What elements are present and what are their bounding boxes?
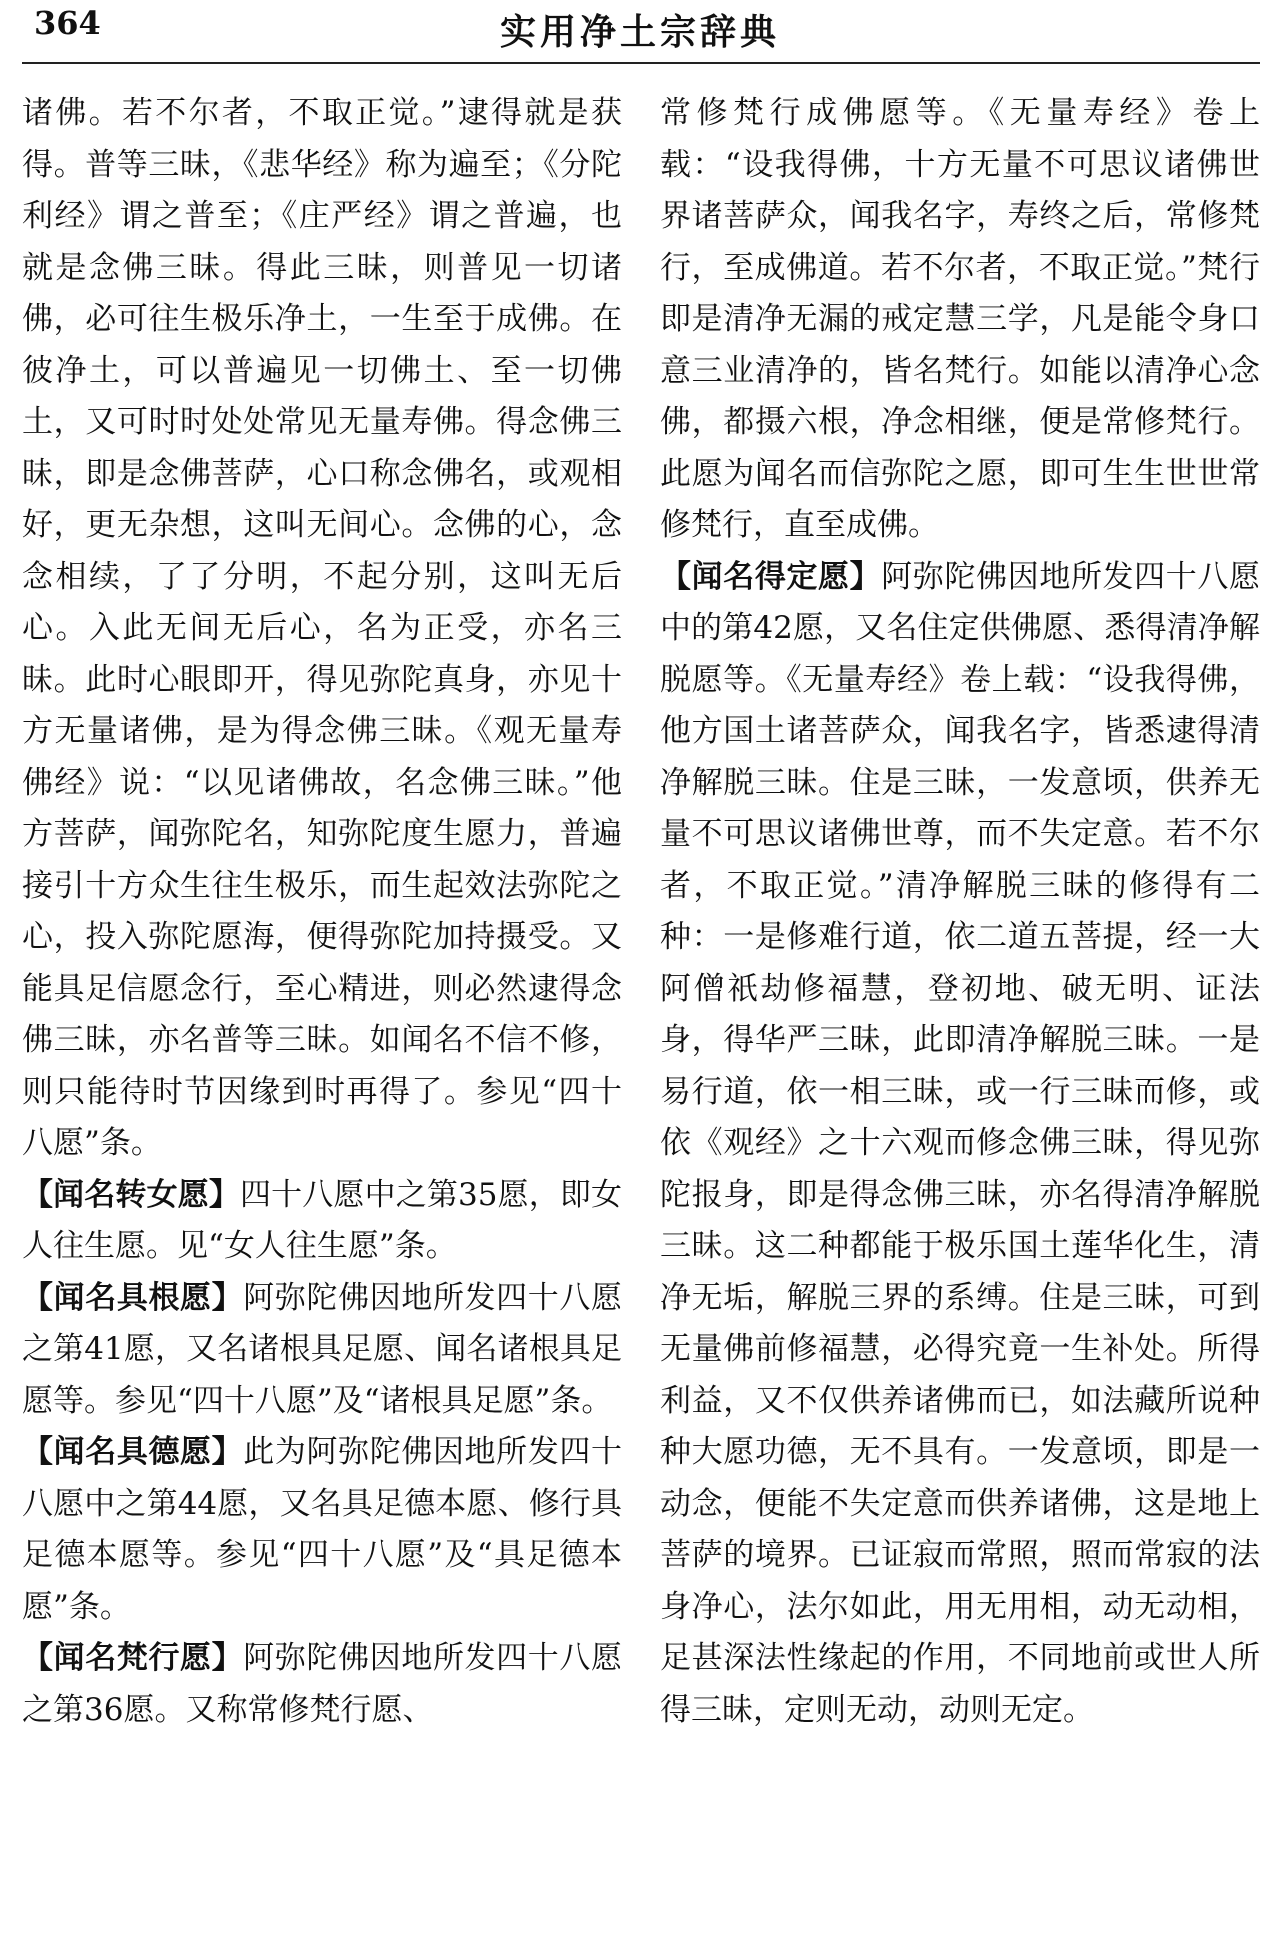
page-number: 364 (34, 4, 101, 42)
dictionary-entry (22, 1170, 622, 1273)
dictionary-entry (22, 1273, 622, 1428)
entry-text: 阿弥陀佛因地所发四十八愿中的第42愿，又名住定供佛愿、悉得清净解脱愿等。《无量寿经》卷上载：“设我得佛，他方国土诸菩萨众，闻我名字，皆悉逮得清净解脱三昧。住是三昧，一发意顷，供养无量不可思议诸佛世尊，而不失定意。若不尔者，不取正觉。”清净解脱三昧的修得有二种：一是修难行道，依二道五菩提，经一大阿僧祇劫修福慧，登初地、破无明、证法身，得华严三昧，此即清净解脱三昧。一是易行道，依一相三昧，或一行三昧而修，或依《观经》之十六观而修念佛三昧，得见弥陀报身，即是得念佛三昧，亦名得清净解脱三昧。这二种都能于极乐国土莲华化生，清净无垢，解脱三界的系缚。住是三昧，可到无量佛前修福慧，必得究竟一生补处。所得利益，又不仅供养诸佛而已，如法藏所说种种大愿功德，无不具有。一发意顷，即是一动念，便能不失定意而供养诸佛，这是地上菩萨的境界。已证寂而常照，照而常寂的法身净心，法尔如此，用无用相，动无动相，足甚深法性缘起的作用，不同地前或世人所得三昧，定则无动，动则无定。 (660, 558, 1261, 1728)
entry-text: 阿弥陀佛因地所发四十八愿之第41愿，又名诸根具足愿、闻名诸根具足愿等。参见“四十八愿”及“诸根具足愿”条。 (22, 1279, 623, 1419)
dictionary-entry (22, 1427, 622, 1633)
right-column (660, 88, 1260, 1736)
left-column (22, 88, 622, 1736)
page-header (0, 0, 1280, 60)
header-rule (22, 62, 1260, 64)
body-paragraph: 诸佛。若不尔者，不取正觉。”逮得就是获得。普等三昧，《悲华经》称为遍至；《分陀利经》谓之普至；《庄严经》谓之普遍，也就是念佛三昧。得此三昧，则普见一切诸佛，必可往生极乐净土，一生至于成佛。在彼净土，可以普遍见一切佛土、至一切佛土，又可时时处处常见无量寿佛。得念佛三昧，即是念佛菩萨，心口称念佛名，或观相好，更无杂想，这叫无间心。念佛的心，念念相续，了了分明，不起分别，这叫无后心。入此无间无后心，名为正受，亦名三昧。此时心眼即开，得见弥陀真身，亦见十方无量诸佛，是为得念佛三昧。《观无量寿佛经》说：“以见诸佛故，名念佛三昧。”他方菩萨，闻弥陀名，知弥陀度生愿力，普遍接引十方众生往生极乐，而生起效法弥陀之心，投入弥陀愿海，便得弥陀加持摄受。又能具足信愿念行，至心精进，则必然逮得念佛三昧，亦名普等三昧。如闻名不信不修，则只能待时节因缘到时再得了。参见“四十八愿”条。 (22, 95, 622, 1161)
dictionary-entry (22, 1633, 622, 1736)
dictionary-entry (660, 552, 1260, 1737)
entry-text: 阿弥陀佛因地所发四十八愿之第36愿。又称常修梵行愿、 (22, 1640, 623, 1728)
body-paragraph: 常修梵行成佛愿等。《无量寿经》卷上载：“设我得佛，十方无量不可思议诸佛世界诸菩萨众，闻我名字，寿终之后，常修梵行，至成佛道。若不尔者，不取正觉。”梵行即是清净无漏的戒定慧三学，凡是能令身口意三业清净的，皆名梵行。如能以清净心念佛，都摄六根，净念相继，便是常修梵行。此愿为闻名而信弥陀之愿，即可生生世世常修梵行，直至成佛。 (660, 95, 1260, 543)
entry-term: 【闻名具德愿】 (22, 1434, 244, 1470)
entry-term: 【闻名梵行愿】 (22, 1640, 244, 1676)
entry-term: 【闻名转女愿】 (22, 1176, 240, 1213)
entry-text: 四十八愿中之第35愿，即女人往生愿。见“女人往生愿”条。 (22, 1176, 623, 1264)
entry-term: 【闻名具根愿】 (22, 1279, 244, 1316)
running-title: 实用净土宗辞典 (499, 11, 780, 53)
entry-term: 【闻名得定愿】 (660, 558, 882, 595)
entry-text: 此为阿弥陀佛因地所发四十八愿中之第44愿，又名具足德本愿、修行具足德本愿等。参见“四十八愿”及“具足德本愿”条。 (22, 1434, 623, 1625)
